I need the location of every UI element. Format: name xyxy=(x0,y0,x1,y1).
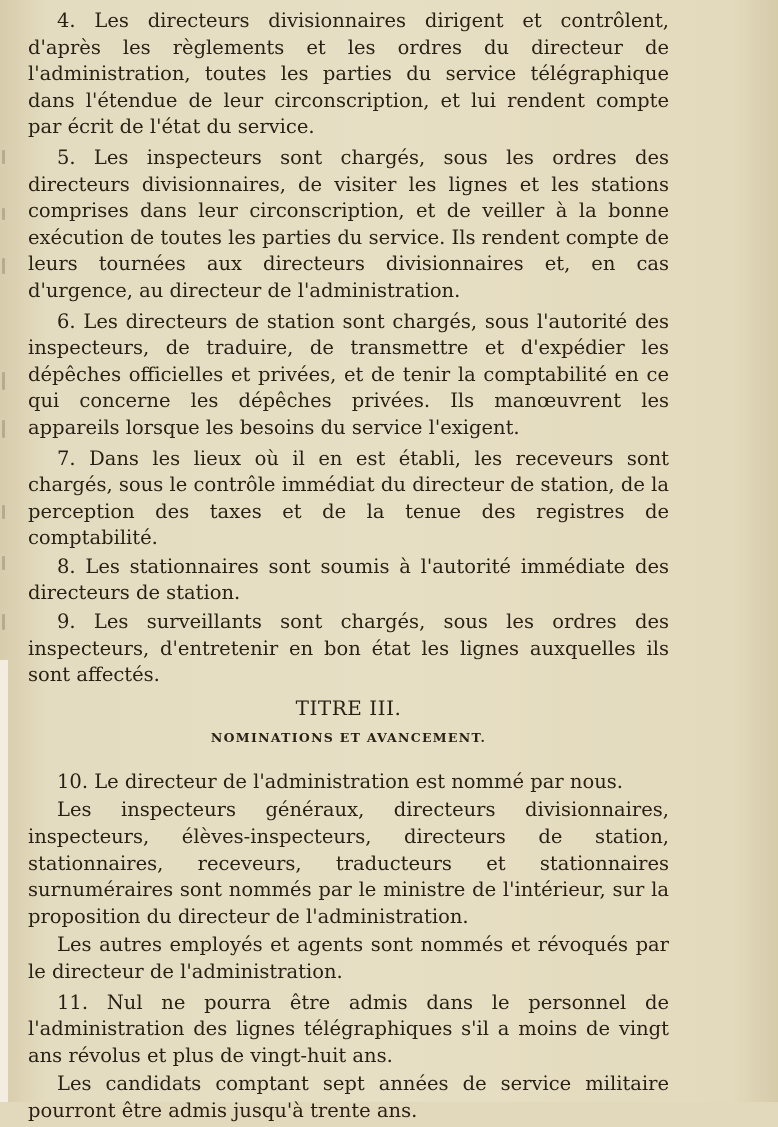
article-10-paragraph-3: Les autres employés et agents sont nommés et révoqués par le directeur de l'administration. xyxy=(28,933,669,983)
margin-bleed-mark xyxy=(2,150,5,164)
section-title: TITRE III. xyxy=(295,695,402,720)
margin-bleed-mark xyxy=(2,420,5,438)
article-4: 4. Les directeurs divisionnaires dirigent et contrôlent, d'après les règlements et les ordres du directeur de l'administration, toutes les parties du service télégraphique dans l'étendue de leur circonscription, et lui rendent compte par écrit de l'état du service. xyxy=(28,9,669,139)
article-10: 10. Le directeur de l'administration est nommé par nous. xyxy=(57,769,623,793)
section-subtitle: NOMINATIONS ET AVANCEMENT. xyxy=(210,729,487,745)
margin-bleed-mark xyxy=(2,372,5,390)
article-7: 7. Dans les lieux où il en est établi, les receveurs sont chargés, sous le contrôle immédiat du directeur de station, de la perception des taxes et de la tenue des registres de comptabilité. xyxy=(28,446,669,550)
article-9: 9. Les surveillants sont chargés, sous les ordres des inspecteurs, d'entretenir en bon état les lignes auxquelles ils sont affectés. xyxy=(28,610,669,687)
article-11: 11. Nul ne pourra être admis dans le personnel de l'administration des lignes télégraphiques s'il a moins de vingt ans révolus et plus de vingt-huit ans. xyxy=(28,990,669,1067)
margin-bleed-mark xyxy=(2,556,5,570)
article-11-paragraph-2: Les candidats comptant sept années de service militaire pourront être admis jusqu'à trente ans. xyxy=(28,1072,669,1122)
margin-bleed-mark xyxy=(2,258,5,274)
document-body xyxy=(28,8,669,1127)
article-10-paragraph-2: Les inspecteurs généraux, directeurs divisionnaires, inspecteurs, élèves-inspecteurs, directeurs de station, stationnaires, receveurs, traducteurs et stationnaires surnuméraires sont nommés par le ministre de l'intérieur, sur la proposition du directeur de l'administration. xyxy=(28,798,669,928)
margin-bleed-mark xyxy=(2,614,5,630)
article-6: 6. Les directeurs de station sont chargés, sous l'autorité des inspecteurs, de traduire, de transmettre et d'expédier les dépêches officielles et privées, et de tenir la comptabilité en ce qui concerne les dépêches privées. Ils manœuvrent les appareils lorsque les besoins du service l'exigent. xyxy=(28,309,669,439)
margin-bleed-mark xyxy=(2,505,5,519)
article-5: 5. Les inspecteurs sont chargés, sous les ordres des directeurs divisionnaires, de visiter les lignes et les stations comprises dans leur circonscription, et de veiller à la bonne exécution de toutes les parties du service. Ils rendent compte de leurs tournées aux directeurs divisionnaires et, en cas d'urgence, au directeur de l'administration. xyxy=(28,145,669,302)
article-8: 8. Les stationnaires sont soumis à l'autorité immédiate des directeurs de station. xyxy=(28,554,669,605)
margin-bleed-mark xyxy=(2,208,5,220)
